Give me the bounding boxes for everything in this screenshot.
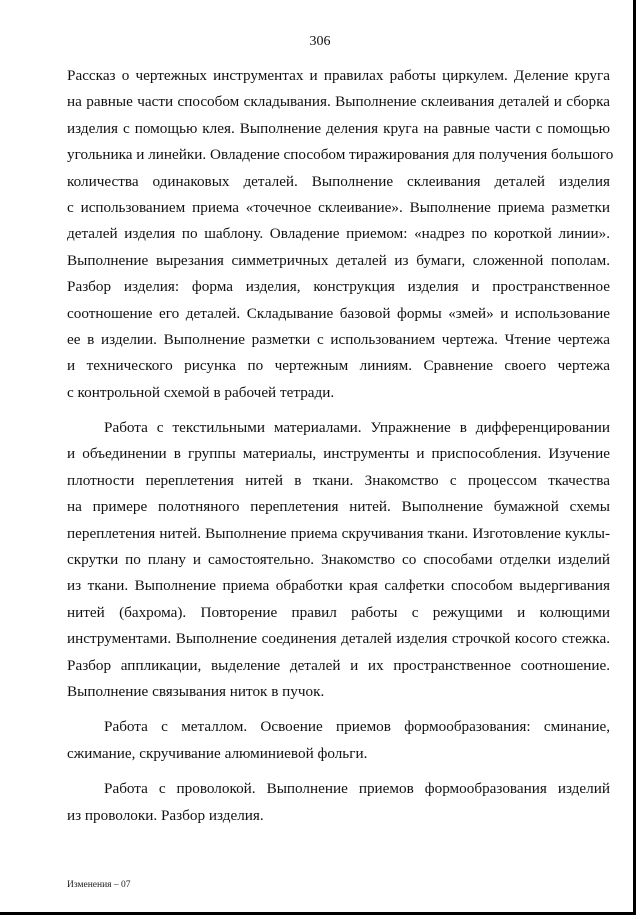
text-line: ее в изделии. Выполнение разметки с использованием чертежа. Чтение чертежа (67, 330, 610, 348)
text-line: Выполнение связывания ниток в пучок. (67, 682, 325, 700)
text-line: на равные части способом складывания. Выполнение склеивания деталей и сборка (67, 93, 610, 111)
paragraph-drawing-tools (67, 63, 614, 406)
text-line: нитей (бахрома). Повторение правил работы с режущими и колющими (67, 603, 610, 621)
text-line: Рассказ о чертежных инструментах и правилах работы циркулем. Деление круга (67, 67, 610, 84)
paragraph-metal (67, 714, 610, 767)
text-line: Работа с текстильными материалами. Упражнение в дифференцировании (104, 419, 610, 437)
paragraph-gap (67, 705, 610, 714)
text-line: Разбор изделия: форма изделия, конструкция изделия и пространственное (67, 278, 610, 296)
text-line: деталей изделия по шаблону. Овладение приемом: «надрез по короткой линии». (67, 225, 610, 243)
text-line: сжимание, скручивание алюминиевой фольги. (67, 744, 368, 762)
text-line: из ткани. Выполнение приема обработки края салфетки способом выдергивания (67, 577, 610, 595)
text-line: Разбор аппликации, выделение деталей и их пространственное соотношение. (67, 656, 610, 674)
text-line: инструментами. Выполнение соединения деталей изделия строчкой косого стежка. (67, 630, 610, 648)
text-line: скрутки по плану и самостоятельно. Знакомство со способами отделки изделий (67, 551, 610, 569)
text-line: соотношение его деталей. Складывание базовой формы «змей» и использование (67, 304, 610, 322)
text-line: Работа с металлом. Освоение приемов формообразования: сминание, (104, 718, 610, 736)
text-line: с контрольной схемой в рабочей тетради. (67, 383, 335, 401)
footer-revision: Изменения – 07 (67, 880, 131, 890)
text-line: угольника и линейки. Овладение способом тиражирования для получения большого (67, 146, 614, 164)
text-line: изделия с помощью клея. Выполнение деления круга на равные части с помощью (67, 119, 610, 137)
body-text (67, 63, 614, 829)
paragraph-wire (67, 776, 610, 829)
text-line: с использованием приема «точечное склеивание». Выполнение приема разметки (67, 198, 610, 216)
text-line: количества одинаковых деталей. Выполнение склеивания деталей изделия (67, 172, 610, 190)
paragraph-gap (67, 406, 610, 415)
text-line: и объединении в группы материалы, инструменты и приспособления. Изучение (67, 445, 610, 463)
text-line: и технического рисунка по чертежным линиям. Сравнение своего чертежа (67, 357, 610, 375)
text-line: Работа с проволокой. Выполнение приемов формообразования изделий (104, 780, 610, 798)
text-line: плотности переплетения нитей в ткани. Знакомство с процессом ткачества (67, 471, 610, 489)
paragraph-textile (67, 415, 610, 705)
text-line: из проволоки. Разбор изделия. (67, 806, 264, 824)
text-line: переплетения нитей. Выполнение приема скручивания ткани. Изготовление куклы- (67, 524, 610, 542)
paragraph-gap (67, 767, 610, 776)
text-line: на примере полотняного переплетения нитей. Выполнение бумажной схемы (67, 498, 610, 516)
page-number: 306 (309, 34, 331, 49)
text-line: Выполнение вырезания симметричных деталей из бумаги, сложенной пополам. (67, 251, 610, 269)
